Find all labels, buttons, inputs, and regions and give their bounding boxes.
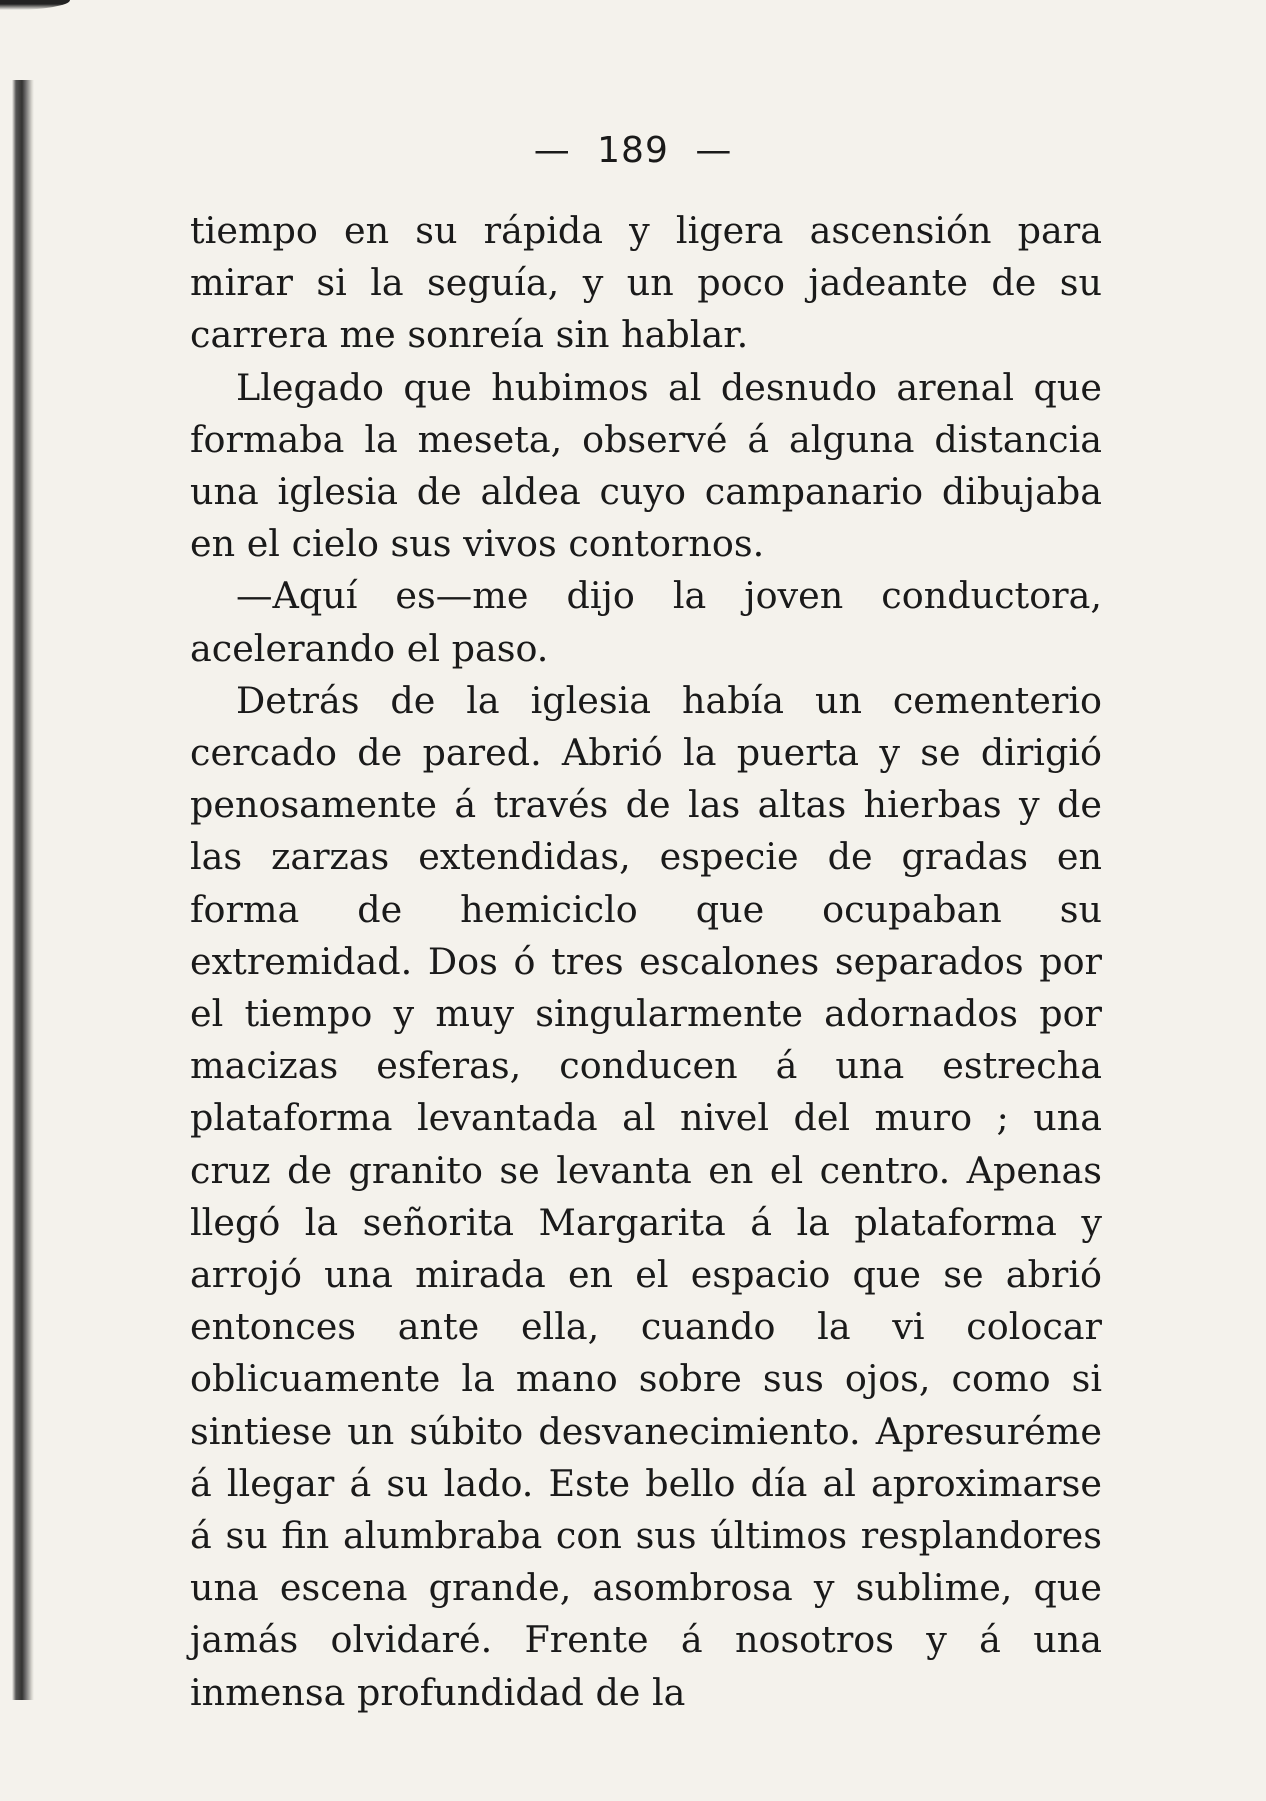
binding-shadow <box>0 80 34 1700</box>
header-dash-left: — <box>533 130 571 171</box>
paragraph-2: Llegado que hubimos al desnudo arenal que formaba la meseta, observé á alguna distancia una iglesia de aldea cuyo campanario dibujaba en el cielo sus vivos contornos. <box>190 365 1102 566</box>
page-number: 189 <box>597 130 669 171</box>
paragraph-4: Detrás de la iglesia había un cementerio cercado de pared. Abrió la puerta y se dirigió penosamente á través de las altas hierbas y de las zarzas extendidas, especie de gradas en forma de hemiciclo que ocupaban su extremidad. Dos ó tres escalones separados por el tiempo y muy singularmente adornados por macizas esferas, conducen á una estrecha plataforma levantada al nivel del muro ; una cruz de granito se levanta en el centro. Apenas llegó la señorita Margarita á la plataforma y arrojó una mirada en el espacio que se abrió entonces ante ella, cuando la vi colocar oblicuamente la mano sobre sus ojos, como si sintiese un súbito desvanecimiento. Apresuréme á llegar á su lado. Este bello día al aproximarse á su fin alumbraba con sus últimos resplandores una escena grande, asombrosa y sublime, que jamás olvidaré. Frente á nosotros y á una inmensa profundidad de la <box>190 678 1102 1714</box>
paragraph-3: —Aquí es—me dijo la joven conductora, acelerando el paso. <box>190 574 1102 670</box>
page-corner-mark <box>0 0 70 10</box>
header-dash-right: — <box>695 130 733 171</box>
page-body <box>190 205 1102 1719</box>
paragraph-1: tiempo en su rápida y ligera ascensión para mirar si la seguía, y un poco jadeante de su carrera me sonreía sin hablar. <box>190 209 1102 357</box>
page-header <box>0 130 1266 171</box>
